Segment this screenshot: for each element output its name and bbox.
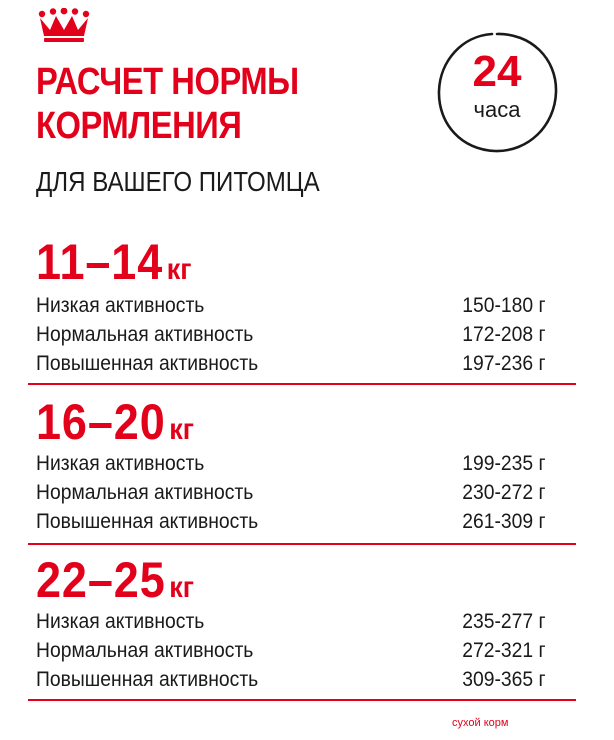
- weight-range: [36, 552, 194, 616]
- activity-label: Повышенная активность: [36, 668, 259, 691]
- table-row: [36, 479, 546, 508]
- weight-unit: кг: [166, 253, 192, 286]
- portion-value: 230-272 г: [462, 481, 546, 504]
- badge-unit: часа: [473, 97, 521, 122]
- section-divider: [28, 543, 576, 545]
- badge-number: 24: [472, 47, 522, 96]
- table-row: [36, 608, 546, 637]
- table-row: [36, 450, 546, 479]
- weight-unit: кг: [169, 571, 195, 604]
- page-subtitle: ДЛЯ ВАШЕГО ПИТОМЦА: [36, 166, 320, 197]
- weight-value: 11–14: [36, 234, 164, 290]
- footnote: сухой корм: [452, 717, 509, 729]
- section-divider: [28, 383, 576, 385]
- activity-label: Повышенная активность: [36, 352, 259, 375]
- activity-label: Низкая активность: [36, 452, 205, 475]
- weight-range: [36, 234, 192, 298]
- activity-label: Нормальная активность: [36, 323, 254, 346]
- activity-label: Нормальная активность: [36, 639, 254, 662]
- activity-label: Низкая активность: [36, 610, 205, 633]
- table-row: [36, 292, 546, 321]
- section-divider: [28, 699, 576, 701]
- portion-value: 272-321 г: [462, 639, 546, 662]
- table-row: [36, 637, 546, 666]
- portion-value: 199-235 г: [462, 452, 546, 475]
- weight-range: [36, 394, 194, 458]
- portion-value: 309-365 г: [462, 668, 546, 691]
- table-row: [36, 508, 546, 537]
- portion-value: 150-180 г: [462, 294, 546, 317]
- weight-unit: кг: [169, 413, 195, 446]
- activity-label: Повышенная активность: [36, 510, 259, 533]
- weight-value: 16–20: [36, 394, 166, 450]
- activity-label: Нормальная активность: [36, 481, 254, 504]
- table-row: [36, 321, 546, 350]
- crown-icon: [36, 8, 92, 44]
- weight-value: 22–25: [36, 552, 166, 608]
- portion-value: 172-208 г: [462, 323, 546, 346]
- portion-value: 261-309 г: [462, 510, 546, 533]
- activity-label: Низкая активность: [36, 294, 205, 317]
- portion-value: 235-277 г: [462, 610, 546, 633]
- table-row: [36, 350, 546, 379]
- table-row: [36, 666, 546, 695]
- portion-value: 197-236 г: [462, 352, 546, 375]
- page-title: РАСЧЕТ НОРМЫ КОРМЛЕНИЯ: [36, 61, 299, 147]
